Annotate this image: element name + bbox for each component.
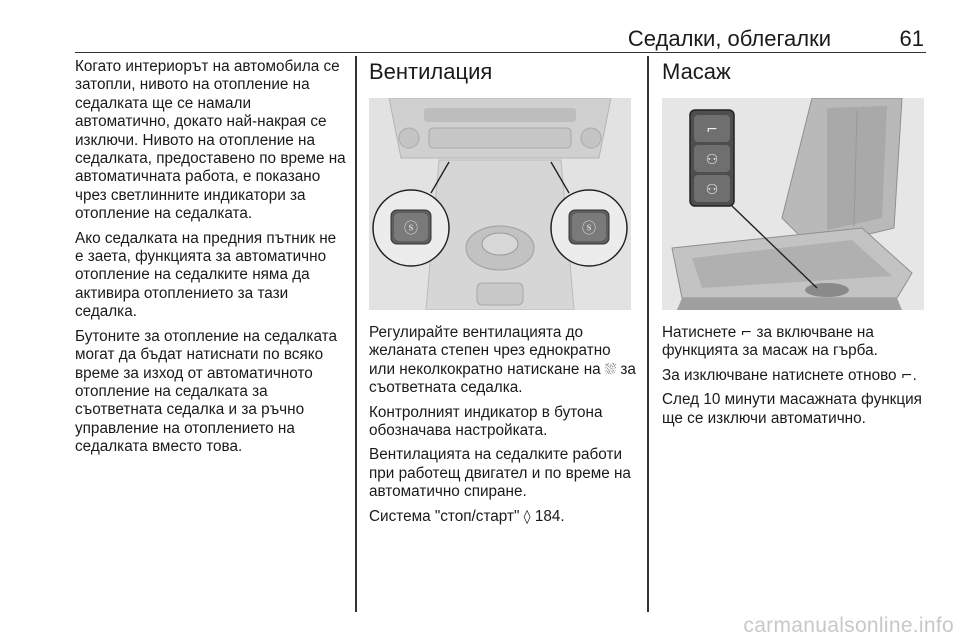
svg-text:ⓢ: ⓢ [582, 221, 596, 237]
massage-illustration [662, 98, 924, 310]
column-2 [369, 58, 637, 532]
svg-text:⌐: ⌐ [706, 122, 718, 138]
ventilation-illustration [369, 98, 631, 310]
column-3 [662, 58, 928, 434]
paragraph: Бутоните за отопление на седалката могат да бъдат натиснати по всяко време за изход от автоматичното отопление на седалката за съответната седалка и за ръчно управление на отоплението на седалката вместо това. [75, 327, 337, 456]
seat-massage-icon: ⌐ [740, 325, 753, 341]
paragraph: Регулирайте вентилацията до желаната степен чрез еднократно или неколкократно натискане на ⛆ за съответната седалка. [369, 324, 636, 397]
page-number: 61 [899, 26, 924, 51]
svg-text:ⓢ: ⓢ [404, 221, 418, 237]
page-reference[interactable]: 184 [534, 507, 561, 525]
svg-text:⚇: ⚇ [705, 152, 719, 168]
console-drawing [369, 98, 631, 310]
column-1 [75, 58, 347, 463]
svg-text:⚇: ⚇ [705, 182, 719, 198]
seat-ventilation-icon: ⛆ [604, 361, 617, 378]
column-divider-1 [355, 56, 357, 612]
column-divider-2 [647, 56, 649, 612]
paragraph: Система "стоп/старт" ◊ 184. [369, 507, 565, 525]
header-rule [75, 52, 926, 53]
paragraph: Натиснете ⌐ за включване на функцията за масаж на гърба. [662, 324, 878, 360]
page-header [75, 22, 926, 52]
seat-massage-icon: ⌐ [900, 367, 913, 384]
watermark: carmanualsonline.info [743, 614, 954, 637]
section-heading-massage: Масаж [662, 59, 731, 84]
section-title: Седалки, облегалки [627, 26, 831, 51]
paragraph: Ако седалката на предния пътник не е заета, функцията за автоматично отопление на седалките няма да активира отоплението за тази седалка. [75, 229, 337, 321]
paragraph: За изключване натиснете отново ⌐. [662, 366, 917, 384]
page-reference-arrow-icon: ◊ [523, 508, 531, 525]
paragraph: Когато интериорът на автомобила се затопли, нивото на отопление на седалката ще се намали автоматично, докато най-накрая се изключи. Нивото на отопление на седалката, предоставено по време на автоматичната работа, е показано чрез светлинните индикатори за отопление на седалката. [75, 58, 346, 223]
section-heading-ventilation: Вентилация [369, 59, 493, 84]
paragraph: Контролният индикатор в бутона обозначава настройката. [369, 403, 603, 440]
seat-drawing [662, 98, 924, 310]
paragraph: След 10 минути масажната функция ще се изключи автоматично. [662, 391, 922, 427]
paragraph: Вентилацията на седалките работи при работещ двигател и по време на автоматично спиране. [369, 446, 631, 501]
